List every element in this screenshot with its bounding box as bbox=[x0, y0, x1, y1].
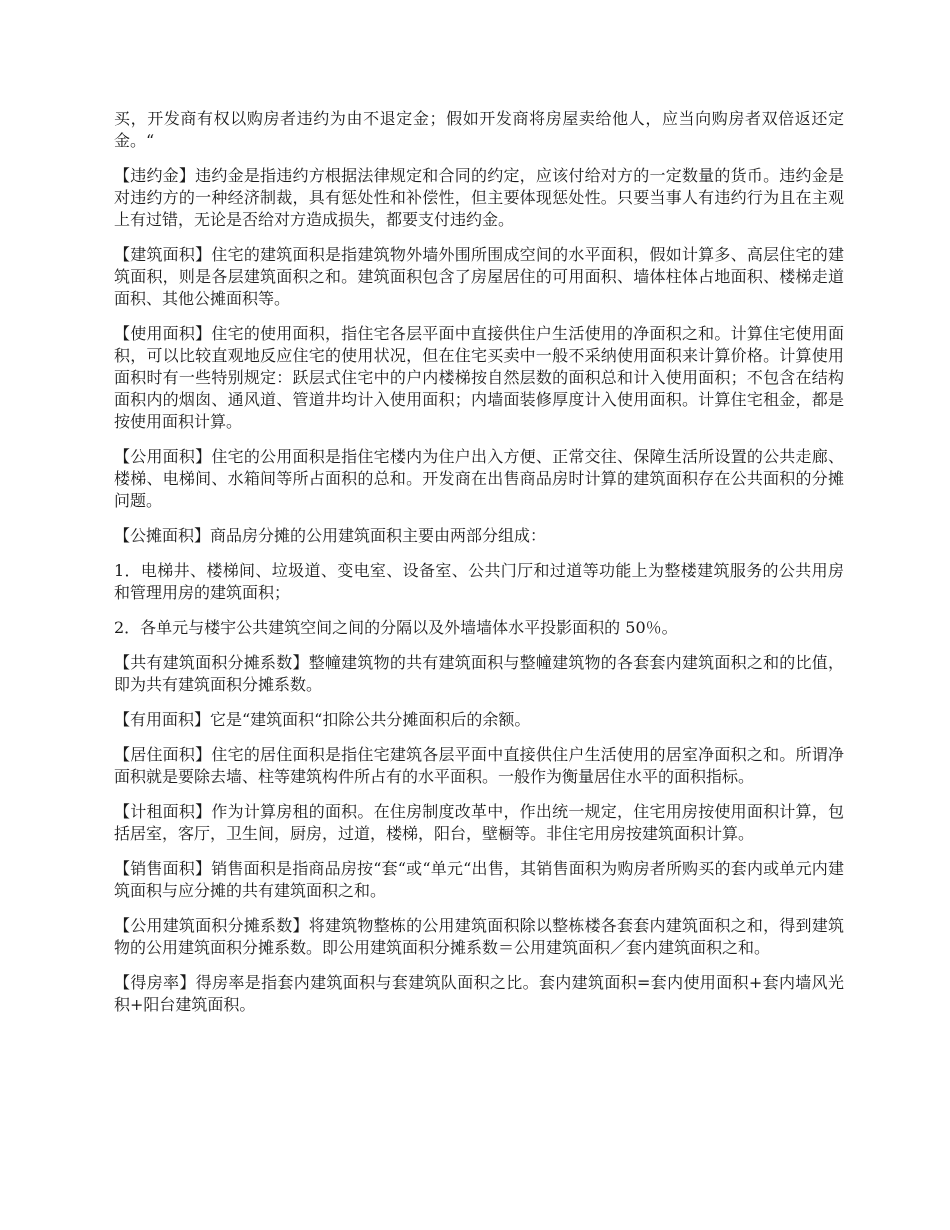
paragraph-effective-area: 【有用面积】它是“建筑面积“扣除公共分摊面积后的余额。 bbox=[114, 710, 531, 729]
paragraph-public-area: 【公用面积】住宅的公用面积是指住宅楼内为住户出入方便、正常交往、保障生活所设置的公共走廊、楼梯、电梯间、水箱间等所占面积的总和。开发商在出售商品房时计算的建筑面积存在公共面积的分摊问题。 bbox=[114, 447, 844, 510]
paragraph-building-area: 【建筑面积】住宅的建筑面积是指建筑物外墙外围所围成空间的水平面积，假如计算多、高层住宅的建筑面积，则是各层建筑面积之和。建筑面积包含了房屋居住的可用面积、墙体柱体占地面积、楼梯走道面积、其他公摊面积等。 bbox=[114, 245, 844, 308]
paragraph-liquidated-damages: 【违约金】违约金是指违约方根据法律规定和合同的约定，应该付给对方的一定数量的货币。违约金是对违约方的一种经济制裁，具有惩处性和补偿性，但主要体现惩处性。只要当事人有违约行为且在主观上有过错，无论是否给对方造成损失，都要支付违约金。 bbox=[114, 166, 844, 229]
paragraph-deposit-continued: 买，开发商有权以购房者违约为由不退定金；假如开发商将房屋卖给他人，应当向购房者双倍返还定金。“ bbox=[114, 109, 844, 150]
paragraph-rental-area: 【计租面积】作为计算房租的面积。在住房制度改革中，作出统一规定，住宅用房按使用面积计算，包括居室，客厅，卫生间，厨房，过道，楼梯，阳台，壁橱等。非住宅用房按建筑面积计算。 bbox=[114, 802, 844, 843]
paragraph-shared-area: 【公摊面积】商品房分摊的公用建筑面积主要由两部分组成： bbox=[114, 526, 547, 545]
document-page bbox=[114, 108, 844, 1029]
paragraph-shared-area-item-1: 1．电梯井、楼梯间、垃圾道、变电室、设备室、公共门厅和过道等功能上为整楼建筑服务的公共用房和管理用房的建筑面积； bbox=[114, 561, 844, 602]
paragraph-usable-area: 【使用面积】住宅的使用面积，指住宅各层平面中直接供住户生活使用的净面积之和。计算住宅使用面积，可以比较直观地反应住宅的使用状况，但在住宅买卖中一般不采纳使用面积来计算价格。计算使用面积时有一些特别规定：跃层式住宅中的户内楼梯按自然层数的面积总和计入使用面积；不包含在结构面积内的烟囱、通风道、管道井均计入使用面积；内墙面装修厚度计入使用面积。计算住宅租金，都是按使用面积计算。 bbox=[114, 324, 844, 431]
paragraph-shared-area-item-2: 2．各单元与楼宇公共建筑空间之间的分隔以及外墙墙体水平投影面积的 50％。 bbox=[114, 618, 678, 637]
paragraph-shared-area-coefficient: 【共有建筑面积分摊系数】整幢建筑物的共有建筑面积与整幢建筑物的各套套内建筑面积之和的比值，即为共有建筑面积分摊系数。 bbox=[114, 653, 844, 694]
paragraph-sales-area: 【销售面积】销售面积是指商品房按“套“或“单元“出售，其销售面积为购房者所购买的套内或单元内建筑面积与应分摊的共有建筑面积之和。 bbox=[114, 859, 844, 900]
paragraph-living-area: 【居住面积】住宅的居住面积是指住宅建筑各层平面中直接供住户生活使用的居室净面积之和。所谓净面积就是要除去墙、柱等建筑构件所占有的水平面积。一般作为衡量居住水平的面积指标。 bbox=[114, 745, 844, 786]
paragraph-public-building-coefficient: 【公用建筑面积分摊系数】将建筑物整栋的公用建筑面积除以整栋楼各套套内建筑面积之和，得到建筑物的公用建筑面积分摊系数。即公用建筑面积分摊系数＝公用建筑面积／套内建筑面积之和。 bbox=[114, 916, 844, 957]
paragraph-efficiency-ratio: 【得房率】得房率是指套内建筑面积与套建筑队面积之比。套内建筑面积=套内使用面积+套内墙风光积+阳台建筑面积。 bbox=[114, 973, 844, 1014]
